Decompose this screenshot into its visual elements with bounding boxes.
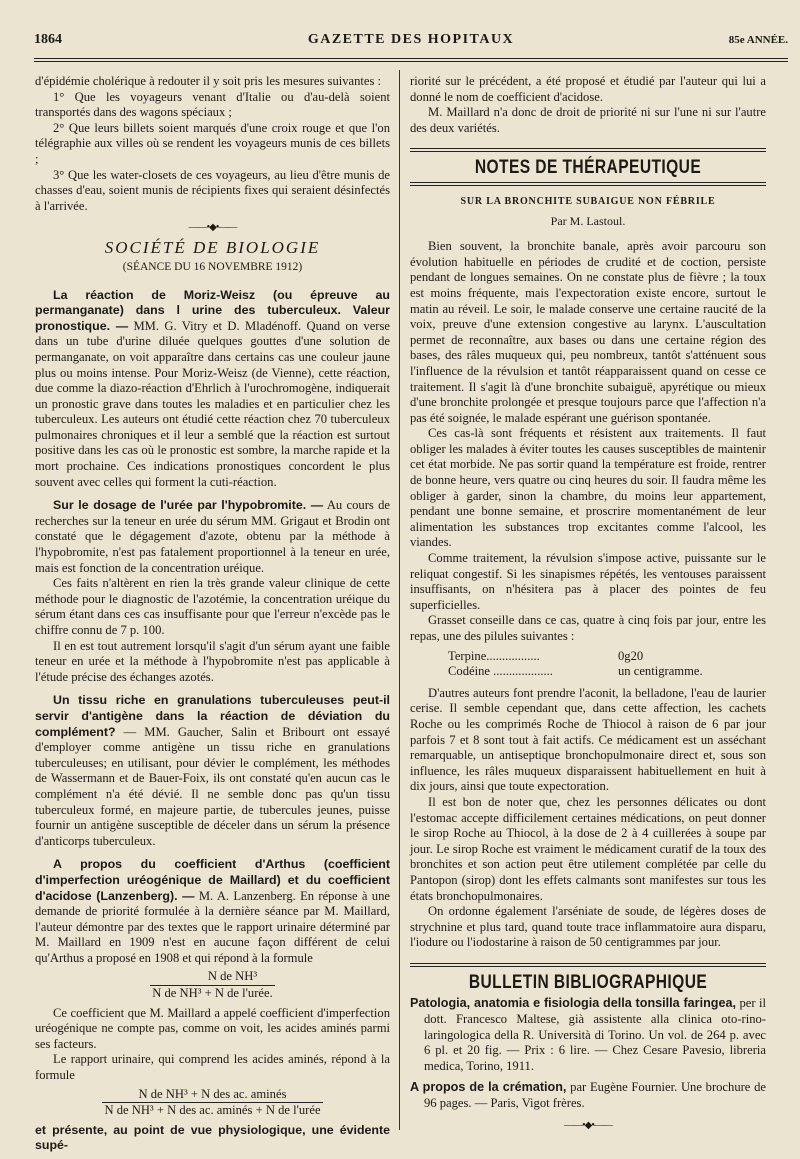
header-rule [34, 58, 788, 59]
ornament-divider: ——•◆•—— [188, 222, 237, 234]
section-rule-3 [410, 963, 766, 967]
intro-item-1: 1° Que les voyageurs venant d'Italie ou d'au-delà soient transportés dans des wagons spéciaux ; [35, 89, 390, 120]
intro-paragraph: d'épidémie cholérique à redouter il y soit pris les mesures suivantes : [35, 74, 382, 88]
bib-entry-1-title: Patologia, anatomia e fisiologia della tonsilla faringea, [410, 996, 736, 1011]
article-2-heading: Sur le dosage de l'urée par l'hypobromite. — [53, 498, 324, 513]
article-1-body: MM. G. Vitry et D. Mladénoff. Quand on verse dans un tube d'urine diluée quelques gouttes d'une solution de permanganate, on voit apparaître dans certains cas une couleur jaune plus ou moins intense. Pour Moriz-Weisz (de Vienne), cette réaction, due comme la diazo-réaction d'Ehrlich à l'urochromogène, indiquerait un pronostic grave dans toutes les maladies et en particulier chez les tuberculeux. Les auteurs ont étudié cette réaction chez 70 tuberculeux pulmonaires chroniques et il leur a semblé que la réaction est surtout positive dans les cas où le pronostic est sombre, la marche rapide et la mort prochaine. Ces indications pronostiques concordent le plus souvent avec celles qui forment la cuti-réaction. [35, 318, 390, 489]
formula-1-denominator: N de NH³ + N de l'urée. [152, 986, 273, 1001]
notes-para-6: Il est bon de noter que, chez les personnes délicates ou dont l'estomac accepte difficilement certaines médications, on peut donner le sirop Roche au Thiocol, à la dose de 2 à 4 cuillerées à soupe par jour. Le sirop Roche est vraiment le médicament curatif de la toux des bronchites et son action peut être utilement complétée par celle du Pantopon (sirop) dont les effets calmants sont manifestes sur tous les états bronchopulmonaires. [410, 794, 766, 903]
intro-item-2: 2° Que leurs billets soient marqués d'une croix rouge et que l'on télégraphie aux villes où se rendent les voyageurs munis de ces billets ; [35, 120, 390, 166]
section-rule [410, 148, 766, 152]
bib-entry-2 [410, 1080, 766, 1111]
article-1-heading: La réaction de Moriz-Weisz (ou épreuve au permanganate) dans l urine des tuberculeux. Valeur pronostique. — [35, 287, 390, 333]
ornament-divider-end: ——•◆•—— [564, 1119, 612, 1131]
notes-para-1: Bien souvent, la bronchite banale, après avoir parcouru son évolution habituelle en périodes de crudité et de coction, persiste pendant de longues semaines. On ne constate plus de fièvre ; la toux est moins fréquente, mais l'expectoration existe encore, surtout le matin au réveil. Le soir, le malade conserve une certaine raucité de la voix, preuve d'une extension congestive au larynx. L'auscultation permet de reconnaître, aux bases ou dans une certaine région des bases, des râles muqueux qui, peu nombreux, tantôt s'atténuent sous l'influence de la révulsion et tantôt réapparaissent quand on cesse ce traitement. Il s'agit là d'une bronchite subaiguë, apyrétique ou mieux d'une bronchite prolongée et presque toujours parce que l'affection n'a pas été soignée, le malade espérant une guérison spontanée. [410, 239, 766, 425]
notes-byline: Par M. Lastoul. [550, 213, 626, 228]
article-4 [35, 857, 390, 966]
bib-entry-2-title: A propos de la crémation, [410, 1080, 567, 1095]
notes-para-2: Ces cas-là sont fréquents et résistent aux traitements. Il faut obliger les malades à éviter toutes les causes susceptibles de maintenir cet état morbide. Ne pas sortir quand la température est froide, rentrer de bonne heure, vers quatre ou cinq heures du soir. Il faudra même les obliger à garder, sinon la chambre, du moins leur appartement, pendant une bonne semaine, et proscrire momentanément de leur alimentation les substances trop excitantes comme l'alcool, les viandes. [410, 426, 766, 550]
prescription [448, 649, 766, 680]
volume-year: 85e ANNÉE. [728, 34, 788, 46]
prescription-line [448, 649, 766, 665]
article-3 [35, 693, 390, 849]
section-title: SOCIÉTÉ DE BIOLOGIE [104, 238, 321, 258]
drug-dose: un centigramme. [618, 664, 703, 679]
page-number: 1864 [34, 32, 62, 47]
article-2-para-2: Ces faits n'altèrent en rien la très grande valeur clinique de cette méthode pour le diagnostic de l'azotémie, la concentration uréique du sérum étant dans ces cas insuffisante pour que l'erreur n'excède pas le chiffre connu de 7 p. 100. [35, 576, 390, 637]
formula-2-numerator: N de NH³ + N des ac. aminés [138, 1086, 287, 1101]
formula-acidose [35, 1087, 390, 1119]
notes-subtitle: SUR LA BRONCHITE SUBAIGUE NON FÉBRILE [460, 195, 716, 207]
article-3-body: — MM. Gaucher, Salin et Bribourt ont essayé d'employer comme antigène un tissu riche en granulations tuberculeuses; en utilisant, pour dévier le complément, les méthodes de Wassermann et de Bauer-Foix, ils ont constaté qu'en aucun cas le complément n'a été dévié. Il ne semble donc pas qu'un tissu tuberculeux formé, en majeure partie, de tubercules jeunes, puisse fournir un antigène susceptible de déceler dans un sérum la présence d'anticorps tuberculeux. [35, 724, 390, 848]
bibliography-title: BULLETIN BIBLIOGRAPHIQUE [468, 971, 708, 993]
drug-name: Codéine ................... [448, 664, 553, 679]
article-4-tail: et présente, au point de vue physiologique, une évidente supé- [35, 1122, 390, 1153]
bib-entry-2-details: par Eugène Fournier. Une brochure de 96 pages. — Paris, Vigot frères. [424, 1080, 766, 1111]
continuation-paragraph-2: M. Maillard n'a donc de droit de priorité ni sur l'une ni sur l'autre des deux variétés. [410, 105, 766, 135]
left-column [35, 74, 390, 1154]
section-subtitle: (SÉANCE DU 16 NOVEMBRE 1912) [122, 260, 303, 273]
article-1 [35, 288, 390, 491]
notes-para-4: Grasset conseille dans ce cas, quatre à cinq fois par jour, entre les repas, une des pilules suivantes : [410, 613, 766, 643]
formula-2-denominator: N de NH³ + N des ac. aminés + N de l'urée [104, 1103, 321, 1118]
article-2 [35, 498, 390, 576]
notes-para-5: D'autres auteurs font prendre l'aconit, la belladone, l'eau de laurier cerise. Il semble cependant que, dans cette affection, les cachets Roche ou les comprimés Roche de Thiocol à raison de 6 par jour parfois 7 et 8 sont tout à fait actifs. Ce médicament est un asséchant remarquable, un antiseptique bronchopulmonaire direct et, sous son influence, les râles muqueux disparaissent habituellement en huit à dix jours, ainsi que toute expectoration. [410, 685, 766, 794]
article-2-para-3: Il en est tout autrement lorsqu'il s'agit d'un sérum ayant une faible teneur en urée et la méthode à l'hypobromite n'est pas applicable à l'étude précise des échanges azotés. [35, 638, 390, 684]
notes-para-7: On ordonne également l'arséniate de soude, de légères doses de strychnine et plus tard, quand toute trace inflammatoire aura disparu, l'iodure ou l'iodostarine à raison de 50 centigrammes par jour. [410, 904, 766, 950]
article-3-heading: Un tissu riche en granulations tuberculeuses peut-il servir d'antigène dans la réaction de déviation du complément? [35, 693, 390, 739]
bib-entry-1 [410, 996, 766, 1074]
drug-dose: 0g20 [618, 648, 644, 663]
article-4-para-3: Le rapport urinaire, qui comprend les acides aminés, répond à la formule [35, 1052, 390, 1083]
section-rule-2 [410, 182, 766, 186]
continuation-paragraph: riorité sur le précédent, a été proposé et étudié par l'auteur qui lui a donné le nom de coefficient d'acidose. [410, 74, 766, 104]
journal-title: GAZETTE DES HOPITAUX [307, 32, 515, 47]
column-divider [399, 70, 400, 1130]
right-column [410, 74, 766, 1138]
bib-entry-1-details: per il dott. Francesco Maltese, già assistente alla clinica oto-rino-laringologica della R. Università di Torino. Un vol. de 264 p. avec 6 pl. et 20 fig. — Prix : 6 lire. — Chez Cesare Pavesio, libreria medica, Torino, 1911. [424, 996, 767, 1073]
formula-arthus [35, 969, 390, 1001]
notes-para-3: Comme traitement, la révulsion s'impose active, puissante sur le reliquat congestif. Si les sinapismes répétés, les ventouses paraissent insuffisants, on n'hésitera pas à placer des pointes de feu superficielles. [410, 551, 766, 612]
running-header [34, 30, 788, 50]
intro-item-3: 3° Que les water-closets de ces voyageurs, au lieu d'être munis de chasses d'eau, soient munis de récipients fixes qui seraient désinfectés à l'arrivée. [35, 167, 390, 213]
article-2-body: Au cours de recherches sur la teneur en urée du sérum MM. Grigaut et Brodin ont constaté que le dégagement d'azote, obtenu par la méthode à l'hypobromite, n'est pas fatalement proportionnel à la teneur en urée, mais est fonction de la concentration uréique. [35, 498, 390, 575]
article-4-para-2: Ce coefficient que M. Maillard a appelé coefficient d'imperfection uréogénique ne compte pas, comme on voit, les acides aminés parmi ses facteurs. [35, 1005, 390, 1051]
drug-name: Terpine................. [448, 648, 540, 663]
header-rule-2 [34, 61, 788, 62]
prescription-line [448, 664, 766, 680]
article-4-heading: A propos du coefficient d'Arthus (coefficient d'imperfection uréogénique de Maillard) et du coefficient d'acidose (Lanzenberg). — [35, 857, 390, 903]
formula-1-numerator: N de NH³ [207, 969, 258, 984]
notes-title: NOTES DE THÉRAPEUTIQUE [474, 157, 702, 179]
article-4-body: M. A. Lanzenberg. En réponse à une demande de priorité formulée à la dernière séance par M. Maillard, l'auteur démontre par des textes que le rapport urinaire déterminé par M. Maillard en 1909 n'est en aucune façon différent de celui qu'Arthus a proposé en 1908 et qui répond à la formule [35, 888, 390, 965]
